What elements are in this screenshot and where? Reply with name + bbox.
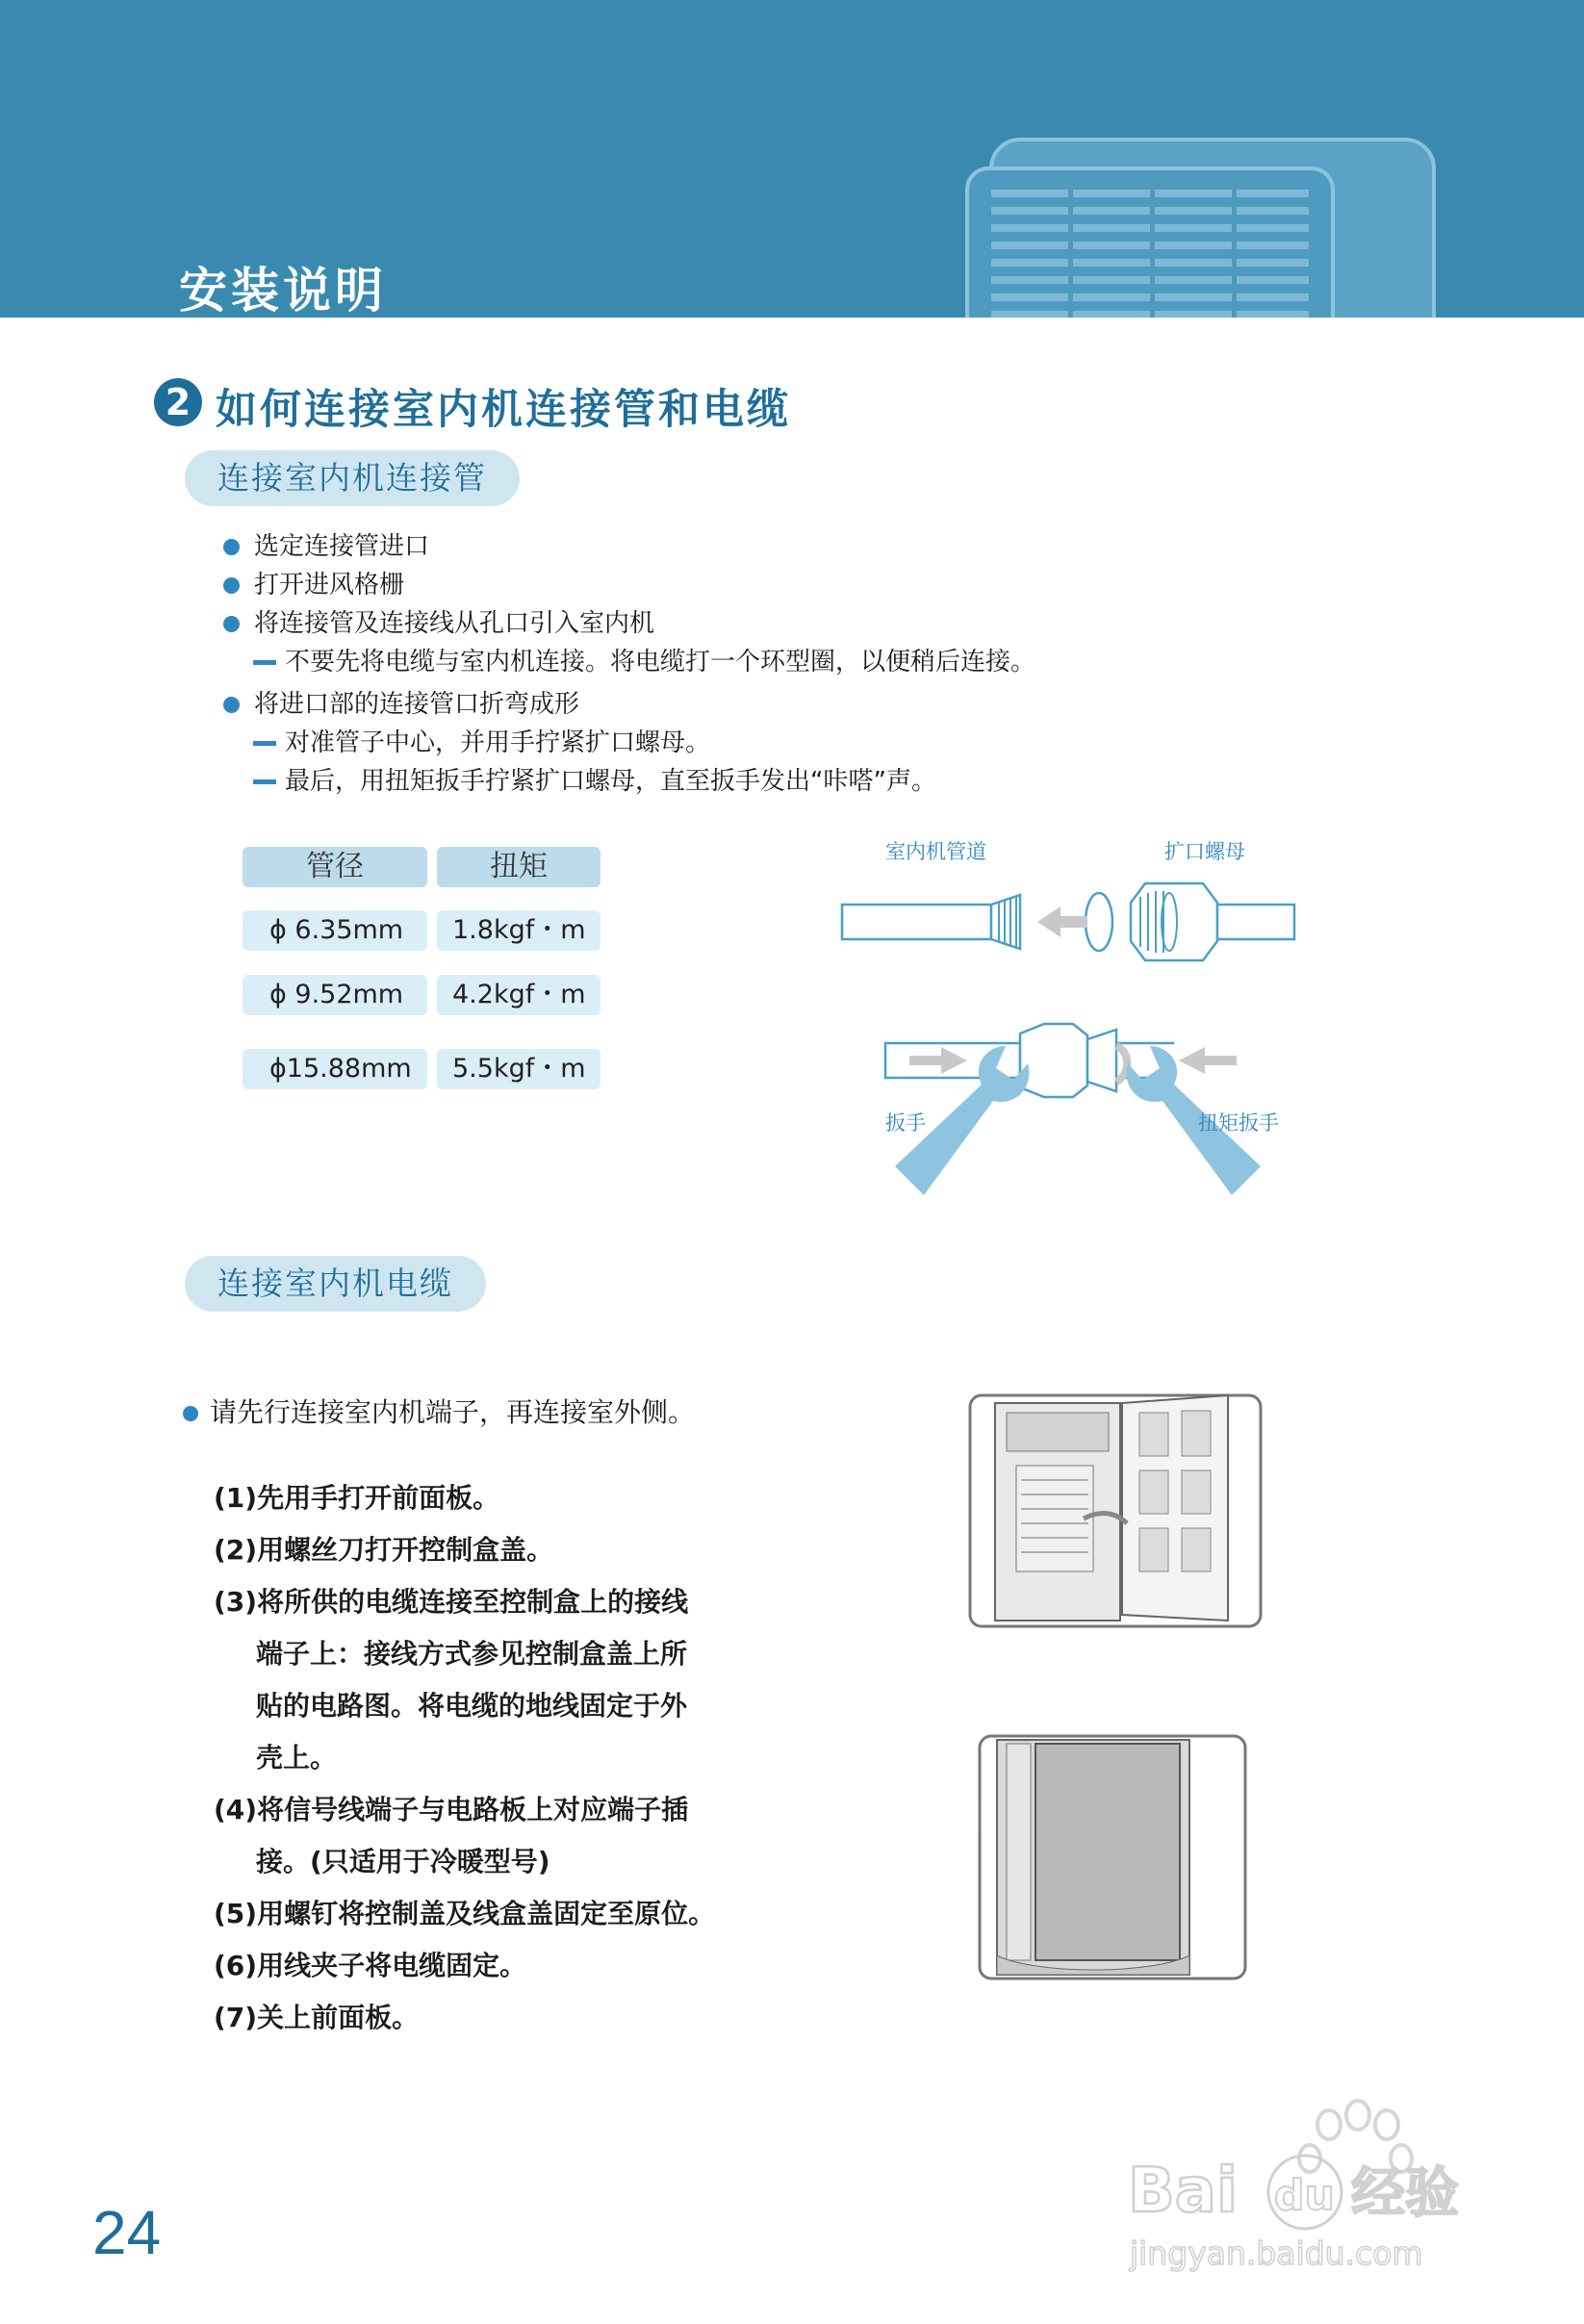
- label-indoor-pipe: 室内机管道: [885, 840, 986, 863]
- svg-text:经验: 经验: [1351, 2162, 1459, 2225]
- pipe-subheading: 连接室内机连接管: [185, 450, 520, 506]
- step-item: 接。(只适用于冷暖型号): [256, 1846, 550, 1877]
- bullet-icon: [223, 616, 240, 632]
- table-header-diameter: 管径: [243, 847, 427, 887]
- section-number-badge: 2: [154, 378, 202, 426]
- label-flare-nut: 扩口螺母: [1164, 840, 1245, 863]
- baidu-watermark-logo: [1122, 2086, 1507, 2279]
- label-spanner: 扳手: [885, 1111, 926, 1135]
- bullet-icon: [223, 539, 240, 555]
- list-item: 打开进风格栅: [221, 566, 1184, 604]
- list-subitem: 最后，用扭矩扳手拧紧扩口螺母，直至扳手发出“咔嗒”声。: [221, 762, 1184, 801]
- svg-text:jingyan.baidu.com: jingyan.baidu.com: [1130, 2235, 1423, 2272]
- dash-icon: [253, 779, 276, 784]
- table-cell-torque: 5.5kgf・m: [437, 1049, 600, 1089]
- bullet-icon: [223, 577, 240, 594]
- cable-steps-list: [214, 1472, 753, 2044]
- table-cell-diameter: ϕ 6.35mm: [243, 910, 427, 951]
- step-item: (7)关上前面板。: [214, 2002, 420, 2033]
- air-conditioner-illustration: [962, 130, 1443, 318]
- step-item: 端子上：接线方式参见控制盒盖上所: [256, 1638, 688, 1670]
- step-item: 壳上。: [256, 1742, 338, 1774]
- table-header-torque: 扭矩: [437, 847, 600, 887]
- list-item: 将连接管及连接线从孔口引入室内机: [221, 604, 1184, 643]
- arrow-left-icon: [1037, 907, 1087, 937]
- table-cell-torque: 4.2kgf・m: [437, 975, 600, 1015]
- step-item: 贴的电路图。将电缆的地线固定于外: [256, 1690, 688, 1722]
- dash-icon: [253, 741, 276, 746]
- pipe-instruction-list: [221, 527, 1184, 801]
- section-title: 如何连接室内机连接管和电缆: [216, 386, 791, 434]
- cable-subheading: 连接室内机电缆: [185, 1256, 486, 1312]
- svg-text:du: du: [1274, 2171, 1335, 2220]
- svg-text:Bai: Bai: [1128, 2156, 1238, 2227]
- list-subitem: 对准管子中心，并用手拧紧扩口螺母。: [221, 724, 1184, 762]
- step-item: (1)先用手打开前面板。: [214, 1482, 500, 1514]
- step-item: (5)用螺钉将控制盖及线盒盖固定至原位。: [214, 1898, 716, 1929]
- step-item: (3)将所供的电缆连接至控制盒上的接线: [214, 1586, 689, 1618]
- page-number: 24: [92, 2198, 162, 2267]
- bullet-icon: [223, 697, 240, 713]
- step-item: (4)将信号线端子与电路板上对应端子插: [214, 1794, 689, 1826]
- page-header-title: 安装说明: [179, 263, 387, 318]
- table-cell-diameter: ϕ 9.52mm: [243, 975, 427, 1015]
- bullet-icon: [183, 1406, 198, 1421]
- pipe-connection-diagram: [828, 830, 1328, 1214]
- arrow-left-icon: [1179, 1047, 1237, 1074]
- list-item: 将进口部的连接管口折弯成形: [221, 685, 1184, 724]
- step-item: (2)用螺丝刀打开控制盒盖。: [214, 1534, 554, 1566]
- list-item: 选定连接管进口: [221, 527, 1184, 566]
- label-torque-wrench: 扭矩扳手: [1198, 1111, 1279, 1135]
- header-banner: [0, 0, 1584, 318]
- indoor-unit-closed-panel-image: [978, 1734, 1247, 1980]
- indoor-unit-open-panel-image: [968, 1393, 1263, 1628]
- table-cell-diameter: ϕ15.88mm: [243, 1049, 427, 1089]
- rotation-arrow-icon: [1116, 1046, 1127, 1082]
- dash-icon: [253, 660, 276, 665]
- list-subitem: 不要先将电缆与室内机连接。将电缆打一个环型圈，以便稍后连接。: [221, 643, 1184, 681]
- step-item: (6)用线夹子将电缆固定。: [214, 1950, 527, 1981]
- table-cell-torque: 1.8kgf・m: [437, 910, 600, 951]
- cable-note: 请先行连接室内机端子，再连接室外侧。: [183, 1392, 695, 1430]
